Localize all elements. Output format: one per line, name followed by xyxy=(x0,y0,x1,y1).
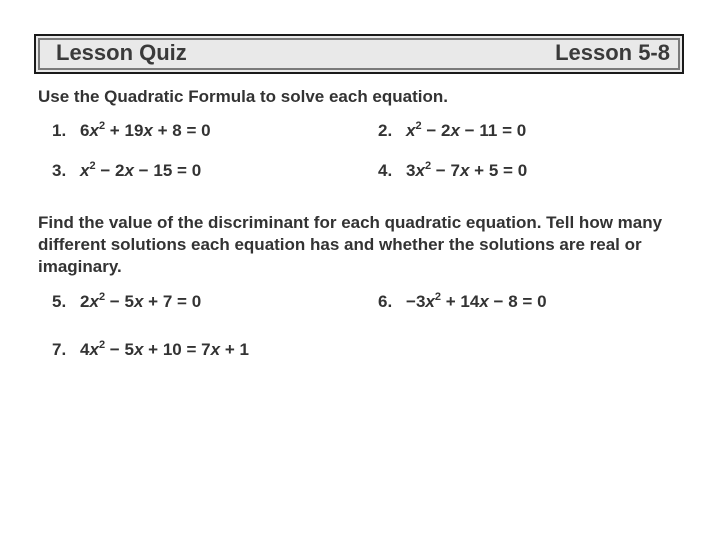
problem-number: 1. xyxy=(52,121,67,140)
problem-2 xyxy=(378,121,526,141)
problem-number: 2. xyxy=(378,121,393,140)
problem-1 xyxy=(52,121,211,141)
problem-equation: $x^2 - 2x - 11 = 0$ xyxy=(406,120,527,140)
quiz-title: Lesson Quiz xyxy=(56,40,187,65)
problem-6 xyxy=(378,292,547,312)
problem-5 xyxy=(52,292,201,312)
problem-number: 4. xyxy=(378,161,393,180)
problem-equation: $4x^2 - 5x + 10 = 7x + 1$ xyxy=(80,339,249,359)
section2-instruction: Find the value of the discriminant for each quadratic equation. Tell how many different solutions each equation has and whether the solutions are real or imaginary. xyxy=(38,213,663,276)
problem-number: 6. xyxy=(378,292,393,311)
problem-7 xyxy=(52,340,249,360)
problem-number: 3. xyxy=(52,161,67,180)
problem-equation: $3x^2 - 7x + 5 = 0$ xyxy=(406,160,528,180)
problem-equation: $-3x^2 + 14x - 8 = 0$ xyxy=(406,291,547,311)
problem-4 xyxy=(378,161,527,181)
section1-instruction: Use the Quadratic Formula to solve each equation. xyxy=(38,87,448,106)
problem-number: 7. xyxy=(52,340,67,359)
problem-equation: $2x^2 - 5x + 7 = 0$ xyxy=(80,291,202,311)
problem-number: 5. xyxy=(52,292,67,311)
problem-equation: $x^2 - 2x - 15 = 0$ xyxy=(80,160,202,180)
lesson-number: Lesson 5-8 xyxy=(555,40,670,65)
lesson-header xyxy=(34,34,684,74)
problem-3 xyxy=(52,161,201,181)
problem-equation: $6x^2 + 19x + 8 = 0$ xyxy=(80,120,211,140)
